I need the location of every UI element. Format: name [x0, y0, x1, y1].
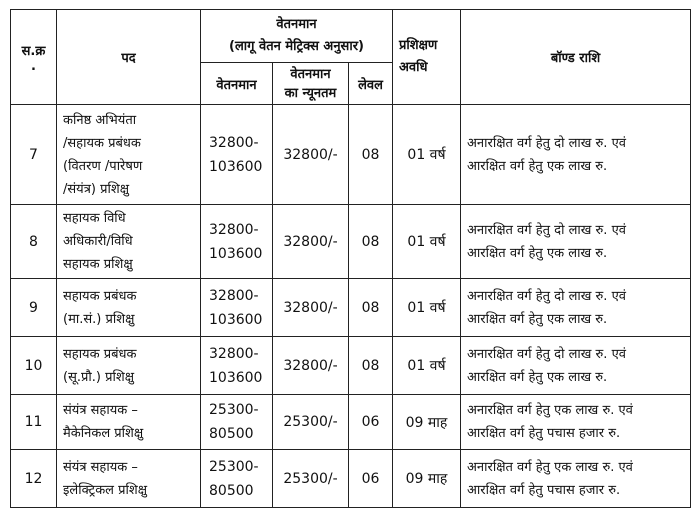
document-page: [10, 9, 691, 508]
post-line: (वितरण /पारेषण: [63, 158, 143, 174]
cell-level: 08: [349, 105, 393, 205]
post-line: संयंत्र सहायक –: [63, 403, 138, 418]
bond-line: आरक्षित वर्ग हेतु एक लाख रु.: [467, 158, 608, 174]
bond-line: अनारक्षित वर्ग हेतु दो लाख रु. एवं: [467, 135, 626, 151]
cell-post: [57, 395, 201, 450]
header-sno: [11, 10, 57, 105]
cell-level: 08: [349, 205, 393, 279]
header-training-line2: अवधि: [399, 60, 428, 75]
pay-line: 25300-: [209, 458, 259, 475]
bond-line: अनारक्षित वर्ग हेतु एक लाख रु. एवं: [467, 459, 633, 475]
cell-sno: 10: [11, 337, 57, 395]
pay-line: 80500: [209, 482, 254, 499]
post-line: कनिष्ठ अभियंता: [63, 112, 137, 128]
post-line: इलेक्ट्रिकल प्रशिक्षु: [63, 482, 148, 498]
post-line: (मा.सं.) प्रशिक्षु: [63, 311, 135, 327]
header-min-pay-line2: का न्यूनतम: [284, 85, 337, 101]
post-line: संयंत्र सहायक –: [63, 459, 138, 475]
cell-post: [57, 337, 201, 395]
cell-post: [57, 105, 201, 205]
bond-line: आरक्षित वर्ग हेतु एक लाख रु.: [467, 311, 608, 327]
bond-line: अनारक्षित वर्ग हेतु दो लाख रु. एवं: [467, 222, 626, 238]
header-training: [393, 10, 461, 105]
cell-min-pay: 25300/-: [273, 450, 349, 508]
header-min-pay: [273, 63, 349, 105]
table-row: [11, 105, 691, 205]
cell-min-pay: 32800/-: [273, 337, 349, 395]
cell-pay-scale: [201, 337, 273, 395]
header-post: [57, 10, 201, 105]
cell-bond: [461, 279, 691, 337]
pay-line: 103600: [209, 158, 263, 175]
header-min-pay-line1: वेतनमान: [290, 66, 331, 82]
header-sno-dot: .: [31, 58, 36, 74]
cell-bond: [461, 105, 691, 205]
cell-bond: [461, 450, 691, 508]
table-row: [11, 279, 691, 337]
header-sno-label: स.क्र: [21, 43, 46, 59]
header-pay-group-sub: (लागू वेतन मेट्रिक्स अनुसार): [229, 39, 364, 54]
cell-level: 08: [349, 279, 393, 337]
post-line: अधिकारी/विधि: [63, 234, 133, 249]
cell-bond: [461, 205, 691, 279]
cell-duration: 09 माह: [393, 395, 461, 450]
pay-line: 25300-: [209, 402, 259, 418]
cell-pay-scale: [201, 105, 273, 205]
cell-level: 06: [349, 450, 393, 508]
post-line: सहायक प्रशिक्षु: [63, 257, 133, 272]
header-level-label: लेवल: [358, 77, 383, 93]
post-line: (सू.प्रौ.) प्रशिक्षु: [63, 369, 135, 385]
header-post-label: पद: [121, 51, 136, 66]
header-bond-label: बॉण्ड राशि: [550, 51, 601, 66]
cell-duration: 09 माह: [393, 450, 461, 508]
post-line: सहायक विधि: [63, 211, 126, 226]
header-pay-scale-label: वेतनमान: [216, 77, 257, 93]
bond-line: आरक्षित वर्ग हेतु पचास हजार रु.: [467, 426, 621, 441]
cell-level: 08: [349, 337, 393, 395]
post-line: सहायक प्रबंधक: [63, 288, 137, 304]
header-bond: [461, 10, 691, 105]
header-pay-scale: [201, 63, 273, 105]
pay-line: 103600: [209, 369, 263, 386]
cell-min-pay: 32800/-: [273, 205, 349, 279]
cell-post: [57, 450, 201, 508]
pay-line: 32800-: [209, 134, 259, 151]
pay-line: 103600: [209, 245, 263, 262]
bond-line: आरक्षित वर्ग हेतु एक लाख रु.: [467, 369, 608, 385]
cell-min-pay: 25300/-: [273, 395, 349, 450]
bond-line: अनारक्षित वर्ग हेतु एक लाख रु. एवं: [467, 403, 633, 418]
header-row: [11, 10, 691, 63]
cell-pay-scale: [201, 279, 273, 337]
cell-bond: [461, 337, 691, 395]
pay-line: 32800-: [209, 221, 259, 238]
post-line: /सहायक प्रबंधक: [63, 135, 141, 151]
cell-pay-scale: [201, 205, 273, 279]
bond-line: अनारक्षित वर्ग हेतु दो लाख रु. एवं: [467, 346, 626, 362]
cell-duration: 01 वर्ष: [393, 205, 461, 279]
cell-post: [57, 205, 201, 279]
cell-sno: 12: [11, 450, 57, 508]
table-row: [11, 205, 691, 279]
cell-pay-scale: [201, 395, 273, 450]
cell-sno: 8: [11, 205, 57, 279]
pay-line: 103600: [209, 311, 263, 328]
header-level: [349, 63, 393, 105]
cell-post: [57, 279, 201, 337]
post-line: /संयंत्र) प्रशिक्षु: [63, 181, 130, 197]
table-row: [11, 450, 691, 508]
bond-line: अनारक्षित वर्ग हेतु दो लाख रु. एवं: [467, 288, 626, 304]
header-pay-group: [201, 10, 393, 63]
cell-bond: [461, 395, 691, 450]
pay-line: 32800-: [209, 287, 259, 304]
table-row: [11, 337, 691, 395]
header-pay-group-label: वेतनमान: [276, 17, 317, 32]
cell-duration: 01 वर्ष: [393, 279, 461, 337]
pay-line: 80500: [209, 426, 254, 442]
cell-sno: 11: [11, 395, 57, 450]
cell-min-pay: 32800/-: [273, 279, 349, 337]
header-training-line1: प्रशिक्षण: [399, 38, 438, 53]
bond-line: आरक्षित वर्ग हेतु एक लाख रु.: [467, 245, 608, 261]
cell-min-pay: 32800/-: [273, 105, 349, 205]
bond-line: आरक्षित वर्ग हेतु पचास हजार रु.: [467, 482, 621, 498]
pay-line: 32800-: [209, 345, 259, 362]
cell-duration: 01 वर्ष: [393, 105, 461, 205]
table-body: [11, 105, 691, 508]
post-line: मैकेनिकल प्रशिक्षु: [63, 426, 144, 441]
cell-pay-scale: [201, 450, 273, 508]
bond-table: [10, 9, 691, 508]
post-line: सहायक प्रबंधक: [63, 346, 137, 362]
cell-level: 06: [349, 395, 393, 450]
cell-sno: 7: [11, 105, 57, 205]
table-row: [11, 395, 691, 450]
cell-sno: 9: [11, 279, 57, 337]
cell-duration: 01 वर्ष: [393, 337, 461, 395]
